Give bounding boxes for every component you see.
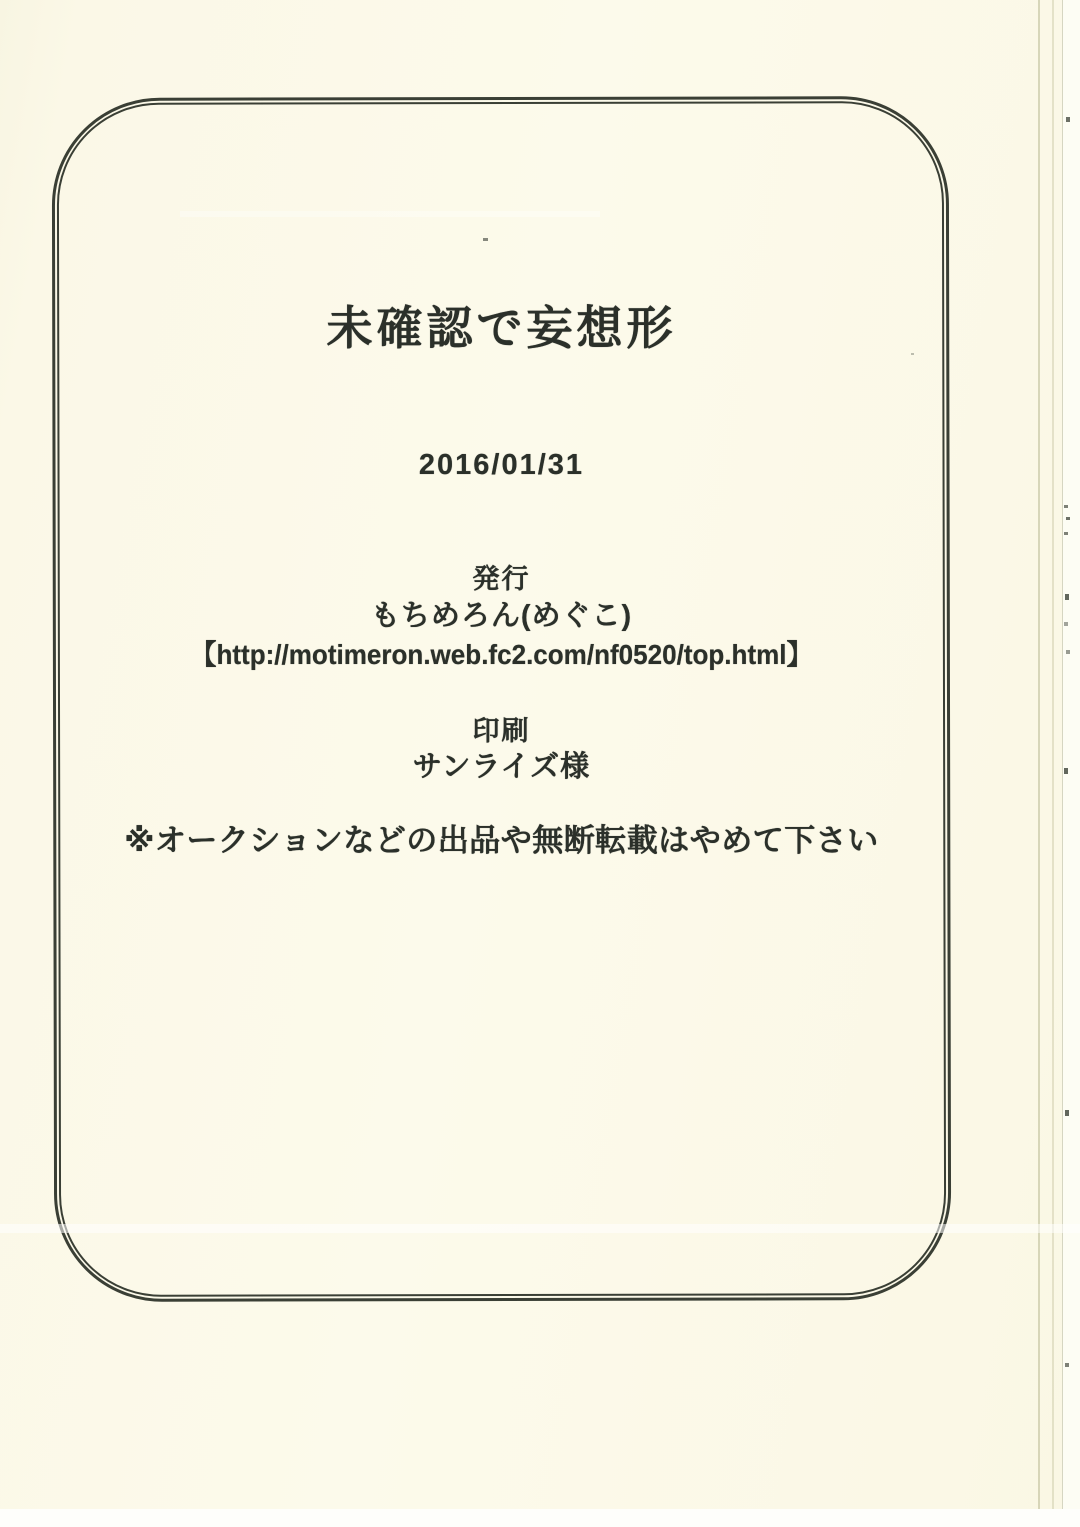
- printer-label: 印刷: [472, 716, 531, 746]
- scan-speck: [1066, 117, 1070, 122]
- scan-edge-strip: [1062, 0, 1080, 1527]
- scan-streak: [0, 1224, 1080, 1233]
- scan-speck: [1065, 1110, 1069, 1116]
- publisher-name: もちめろん(めぐこ): [370, 600, 633, 632]
- scan-speck: [1065, 594, 1069, 600]
- scan-speck: [1065, 1363, 1069, 1367]
- colophon-border-outer: [52, 96, 952, 1302]
- publisher-label: 発行: [472, 564, 531, 594]
- scan-speck: [1064, 622, 1068, 626]
- publisher-url: 【http://motimeron.web.fc2.com/nf0520/top.html】: [190, 639, 813, 670]
- scan-speck: [483, 238, 488, 241]
- doujin-title: 未確認で妄想形: [326, 302, 677, 354]
- publication-date: 2016/01/31: [418, 449, 585, 481]
- scan-bottom-strip: [0, 1509, 1080, 1527]
- scan-speck: [1066, 650, 1070, 654]
- printer-name: サンライズ様: [412, 751, 591, 783]
- colophon-border-inner: [57, 101, 946, 1297]
- auction-notice: ※オークションなどの出品や無断転載はやめて下さい: [124, 823, 879, 858]
- scan-speck: [1064, 768, 1068, 774]
- scan-page-edge-line: [1052, 0, 1054, 1527]
- scan-speck: [911, 353, 914, 355]
- scan-speck: [1064, 532, 1068, 535]
- scan-speck: [1066, 517, 1070, 520]
- scan-page-edge-line: [1038, 0, 1040, 1527]
- scan-speck: [1064, 505, 1068, 508]
- scan-streak: [180, 211, 600, 217]
